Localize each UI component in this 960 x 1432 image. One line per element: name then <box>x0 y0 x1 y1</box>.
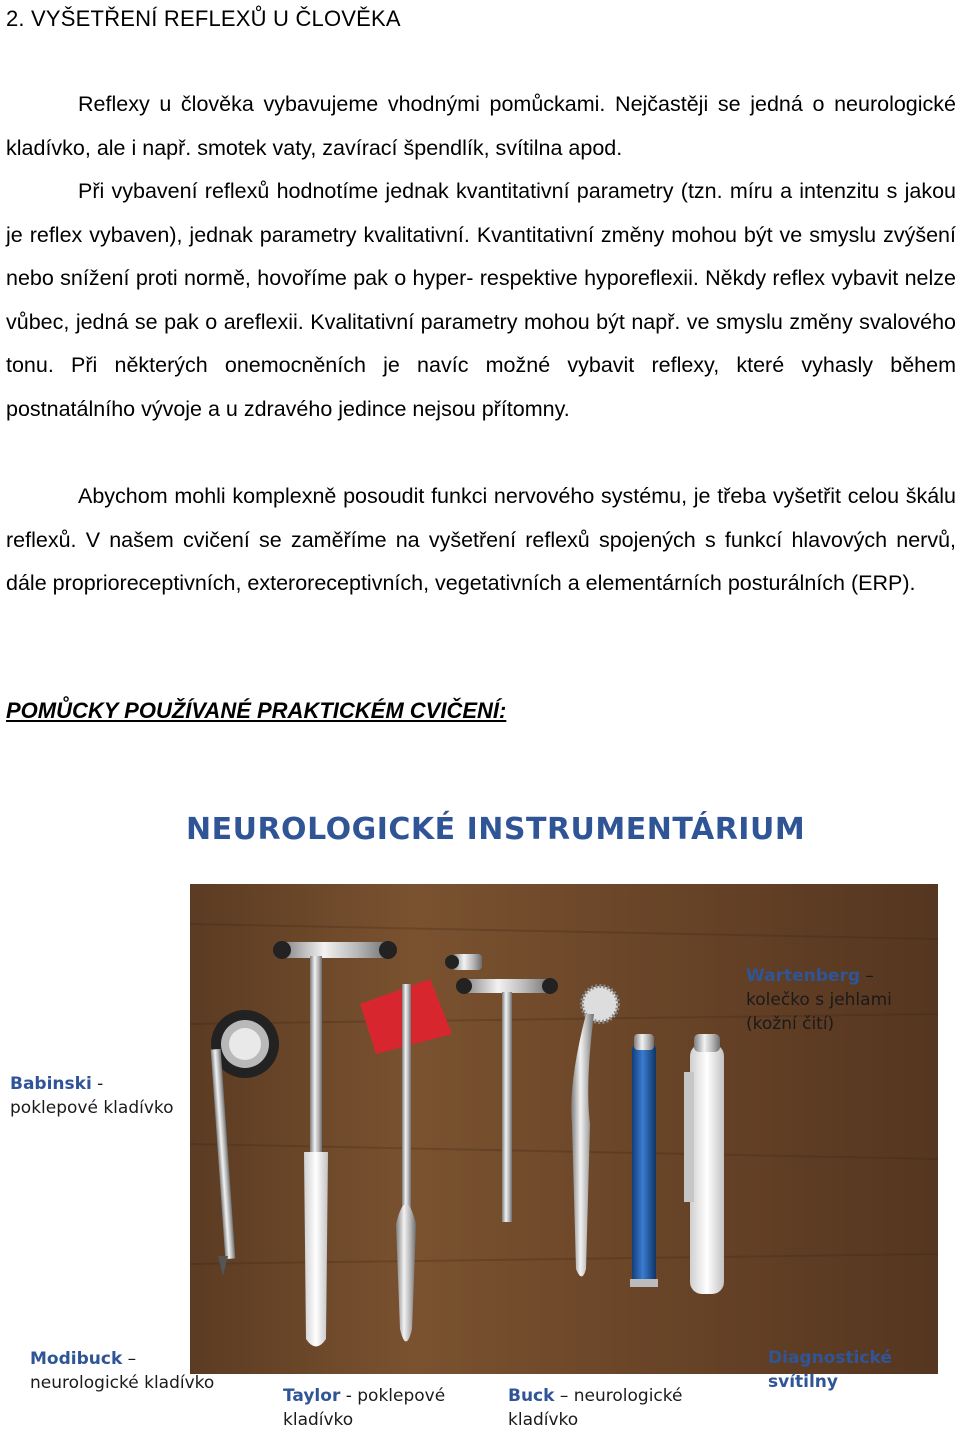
label-taylor: Taylor - poklepové kladívko <box>283 1386 446 1430</box>
label-buck: Buck – neurologické kladívko <box>508 1386 683 1430</box>
label-diagnostic-penlights: Diagnostické svítilny <box>768 1348 892 1392</box>
section-heading: 2. VYŠETŘENÍ REFLEXŮ U ČLOVĚKA <box>6 6 401 31</box>
label-modibuck: Modibuck – neurologické kladívko <box>30 1349 215 1393</box>
instruments-photo <box>190 884 938 1374</box>
paragraph-exercise: Abychom mohli komplexně posoudit funkci nervového systému, je třeba vyšetřit celou škálu reflexů. V našem cvičení se zaměříme na vyšetření reflexů spojených s funkcí hlavových nervů, dále proprioreceptivních, exteroreceptivních, vegetativních a elementárních posturálních (ERP). <box>6 484 956 595</box>
figure-title: NEUROLOGICKÉ INSTRUMENTÁRIUM <box>186 812 806 847</box>
instruments-figure <box>0 812 960 1431</box>
white-penlight <box>684 1034 724 1294</box>
paragraph-intro: Reflexy u člověka vybavujeme vhodnými pomůckami. Nejčastěji se jedná o neurologické kladívko, ale i např. smotek vaty, zavírací špendlík, svítilna apod. <box>6 92 956 160</box>
tools-subheading: POMŮCKY POUŽÍVANÉ PRAKTICKÉM CVIČENÍ: <box>6 698 507 723</box>
paragraph-parameters: Při vybavení reflexů hodnotíme jednak kvantitativní parametry (tzn. míru a intenzitu s jakou je reflex vybaven), jednak parametry kvalitativní. Kvantitativní změny mohou být ve smyslu zvýšení nebo snížení proti normě, hovoříme pak o hyper- respektive hyporeflexii. Někdy reflex vybavit nelze vůbec, jedná se pak o areflexii. Kvalitativní parametry mohou být např. ve smyslu změny svalového tonu. Při některých onemocněních je navíc možné vybavit reflexy, které vyhasly během postnatálního vývoje a u zdravého jedince nejsou přítomny. <box>6 179 956 421</box>
blue-penlight <box>630 1034 658 1287</box>
label-babinski: Babinski - poklepové kladívko <box>10 1074 174 1118</box>
label-wartenberg: Wartenberg – kolečko s jehlami (kožní čití) <box>746 966 892 1034</box>
